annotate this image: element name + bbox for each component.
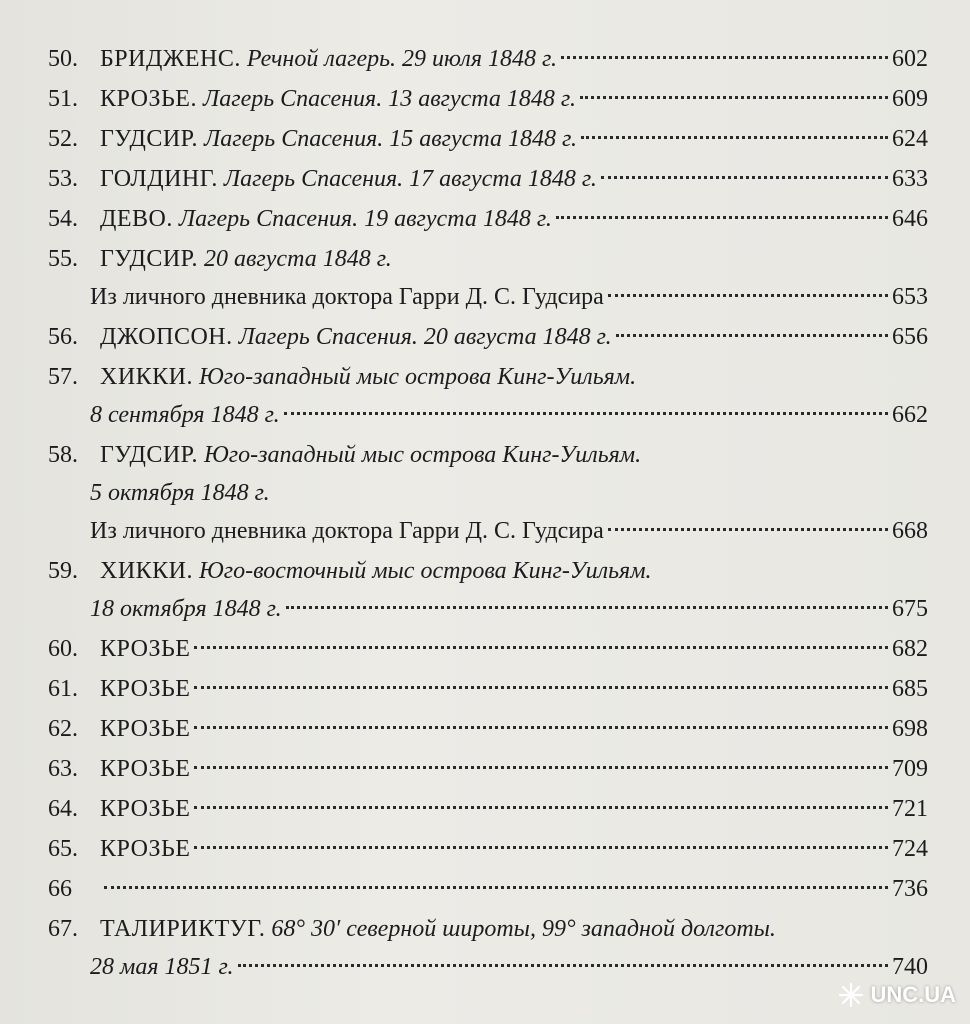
toc-name: ДЖОПСОН.: [100, 324, 233, 350]
toc-name: КРОЗЬЕ: [100, 716, 191, 742]
snowflake-icon: [838, 982, 864, 1008]
toc-entry: [48, 120, 928, 158]
toc-entry: [48, 200, 928, 238]
toc-continuation: Из личного дневника доктора Гарри Д. С. Гудсира: [90, 284, 604, 310]
toc-subtitle: 20 августа 1848 г.: [204, 246, 392, 272]
dot-leader: [284, 412, 888, 415]
toc-number: 66: [48, 876, 72, 902]
table-of-contents: [48, 40, 928, 988]
dot-leader: [238, 964, 888, 967]
toc-continuation: 28 мая 1851 г.: [90, 954, 234, 980]
toc-page-number: 668: [892, 518, 928, 544]
toc-page-number: 675: [892, 596, 928, 622]
toc-name: ГОЛДИНГ.: [100, 166, 218, 192]
toc-subtitle: Лагерь Спасения. 17 августа 1848 г.: [223, 166, 597, 192]
toc-number: 54.: [48, 206, 78, 232]
toc-number: 63.: [48, 756, 78, 782]
toc-page-number: 724: [892, 836, 928, 862]
toc-name: КРОЗЬЕ: [100, 636, 191, 662]
dot-leader: [608, 528, 888, 531]
toc-subtitle: Юго-западный мыс острова Кинг-Уильям.: [204, 442, 642, 468]
toc-subtitle: Лагерь Спасения. 13 августа 1848 г.: [202, 86, 576, 112]
toc-entry: [48, 710, 928, 748]
toc-entry: [48, 910, 928, 986]
toc-entry: [48, 436, 928, 550]
toc-page-number: 602: [892, 46, 928, 72]
toc-name: ТАЛИРИКТУГ.: [100, 916, 266, 942]
toc-entry: [48, 552, 928, 628]
toc-name: ГУДСИР.: [100, 126, 198, 152]
dot-leader: [601, 176, 888, 179]
toc-name: ГУДСИР.: [100, 246, 198, 272]
toc-number: 53.: [48, 166, 78, 192]
toc-subtitle: Речной лагерь. 29 июля 1848 г.: [246, 46, 558, 72]
toc-number: 65.: [48, 836, 78, 862]
toc-page-number: 736: [892, 876, 928, 902]
toc-subtitle: Юго-восточный мыс острова Кинг-Уильям.: [199, 558, 652, 584]
toc-number: 57.: [48, 364, 78, 390]
toc-number: 51.: [48, 86, 78, 112]
watermark: [838, 982, 956, 1008]
toc-number: 56.: [48, 324, 78, 350]
watermark-text: UNC.UA: [870, 982, 956, 1007]
toc-continuation: 8 сентября 1848 г.: [90, 402, 280, 428]
toc-subtitle: Юго-западный мыс острова Кинг-Уильям.: [199, 364, 637, 390]
dot-leader: [616, 334, 888, 337]
toc-name: ХИККИ.: [100, 558, 194, 584]
dot-leader: [556, 216, 888, 219]
toc-name: КРОЗЬЕ: [100, 756, 191, 782]
dot-leader: [286, 606, 888, 609]
toc-name: ГУДСИР.: [100, 442, 198, 468]
toc-number: 59.: [48, 558, 78, 584]
toc-number: 58.: [48, 442, 78, 468]
toc-entry: [48, 160, 928, 198]
dot-leader: [194, 726, 888, 729]
toc-entry: [48, 358, 928, 434]
toc-number: 67.: [48, 916, 78, 942]
toc-entry: [48, 750, 928, 788]
entry-gap: [48, 986, 928, 988]
toc-page-number: 656: [892, 324, 928, 350]
toc-entry: [48, 318, 928, 356]
dot-leader: [104, 886, 888, 889]
toc-page-number: 624: [892, 126, 928, 152]
toc-number: 55.: [48, 246, 78, 272]
toc-entry: [48, 670, 928, 708]
toc-page-number: 709: [892, 756, 928, 782]
toc-entry: [48, 870, 928, 908]
toc-subtitle: Лагерь Спасения. 19 августа 1848 г.: [178, 206, 552, 232]
toc-name: БРИДЖЕНС.: [100, 46, 241, 72]
dot-leader: [608, 294, 888, 297]
dot-leader: [194, 806, 888, 809]
toc-page-number: 682: [892, 636, 928, 662]
toc-entry: [48, 240, 928, 316]
toc-page-number: 721: [892, 796, 928, 822]
dot-leader: [194, 846, 888, 849]
toc-name: ХИККИ.: [100, 364, 194, 390]
toc-name: КРОЗЬЕ.: [100, 86, 197, 112]
toc-name: КРОЗЬЕ: [100, 796, 191, 822]
dot-leader: [194, 686, 888, 689]
toc-name: ДЕВО.: [100, 206, 173, 232]
toc-entry: [48, 790, 928, 828]
toc-number: 64.: [48, 796, 78, 822]
toc-continuation: 18 октября 1848 г.: [90, 596, 282, 622]
toc-entry: [48, 630, 928, 668]
dot-leader: [194, 766, 888, 769]
toc-page-number: 653: [892, 284, 928, 310]
dot-leader: [581, 136, 888, 139]
toc-number: 50.: [48, 46, 78, 72]
toc-number: 60.: [48, 636, 78, 662]
toc-continuation: Из личного дневника доктора Гарри Д. С. Гудсира: [90, 518, 604, 544]
toc-page-number: 662: [892, 402, 928, 428]
toc-page-number: 698: [892, 716, 928, 742]
toc-subtitle: Лагерь Спасения. 15 августа 1848 г.: [204, 126, 578, 152]
toc-number: 61.: [48, 676, 78, 702]
toc-subtitle: 68° 30′ северной широты, 99° западной долготы.: [271, 916, 776, 942]
toc-number: 62.: [48, 716, 78, 742]
toc-entry: [48, 80, 928, 118]
toc-continuation: 5 октября 1848 г.: [90, 480, 270, 506]
dot-leader: [194, 646, 888, 649]
dot-leader: [561, 56, 888, 59]
toc-entry: [48, 40, 928, 78]
toc-page-number: 633: [892, 166, 928, 192]
toc-page-number: 685: [892, 676, 928, 702]
toc-entry: [48, 830, 928, 868]
toc-name: КРОЗЬЕ: [100, 836, 191, 862]
toc-page-number: 609: [892, 86, 928, 112]
toc-page-number: 740: [892, 954, 928, 980]
toc-page-number: 646: [892, 206, 928, 232]
toc-number: 52.: [48, 126, 78, 152]
dot-leader: [580, 96, 888, 99]
toc-name: КРОЗЬЕ: [100, 676, 191, 702]
toc-subtitle: Лагерь Спасения. 20 августа 1848 г.: [238, 324, 612, 350]
